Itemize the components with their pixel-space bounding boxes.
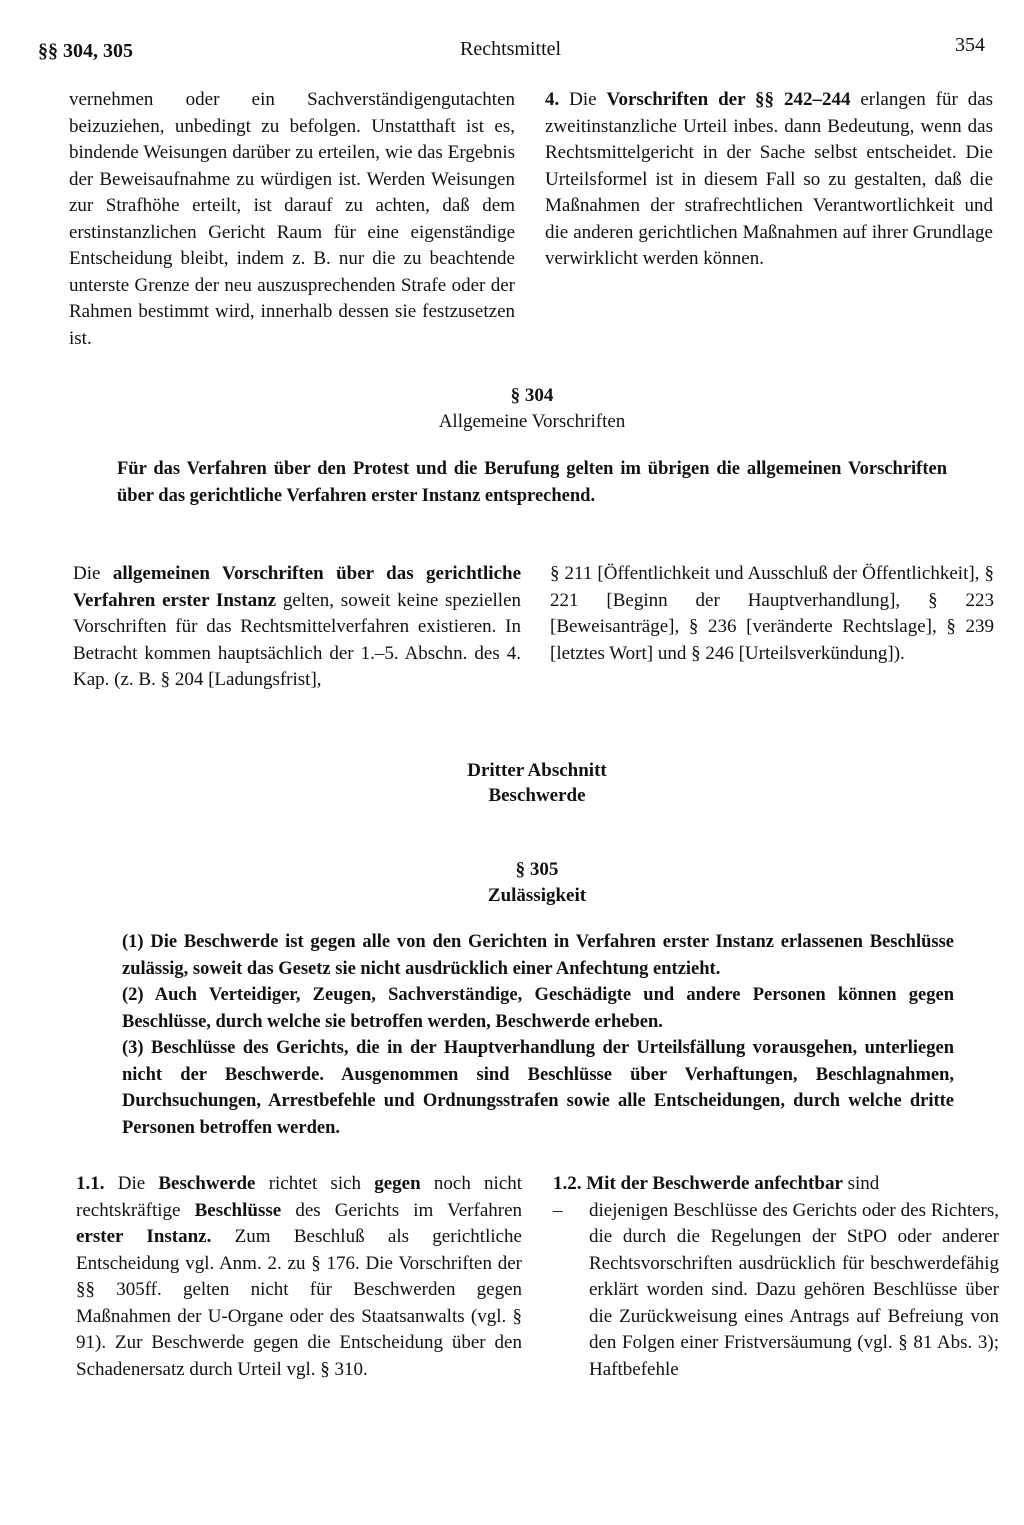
note-1-2-number: 1.2.: [553, 1173, 582, 1194]
note-1-1-bold-gegen: gegen: [374, 1173, 421, 1194]
note-1-2-rest: sind: [847, 1173, 880, 1194]
section-305-para-3: (3) Beschlüsse des Gerichts, die in der Hauptverhandlung der Urteilsfällung vorausgehen, unterliegen nicht der Beschwerde. Ausgenommen sind Beschlüsse über Verhaftungen, Beschlagnahmen, Durchsuchungen, Arrestbefehle und Ordnungsstrafen sowie alle Entscheidungen, durch welche dritte Personen betroffen werden.: [122, 1038, 954, 1138]
section-305-law-text: [122, 929, 954, 1141]
note-1-2-list-item-text: diejenigen Beschlüsse des Gerichts oder des Richters, die durch die Regelungen der StPO oder anderer Rechtsvorschriften ausdrücklich für beschwerdefähig erklärt worden sind. Dazu gehören Beschlüsse über die Zurückweisung eines Antrags auf Befreiung von den Folgen einer Fristversäumung (vgl. § 81 Abs. 3); Haftbefehle: [589, 1199, 999, 1380]
commentary-left-bold: allgemeinen Vorschriften über das gerichtliche Verfahren erster Instanz: [73, 563, 522, 611]
note-4: [545, 87, 993, 273]
running-header-section-ref: §§ 304, 305: [38, 40, 133, 62]
section-305-para-2: (2) Auch Verteidiger, Zeugen, Sachverständige, Geschädigte und andere Personen können gegen Beschlüsse, durch welche sie betroffen werden, Beschwerde erheben.: [122, 985, 954, 1032]
section-304-commentary-left: [73, 561, 521, 694]
note-4-lead: Die: [569, 89, 597, 110]
note-4-bold: Vorschriften der §§ 242–244: [606, 89, 851, 110]
note-1-2-intro: [553, 1171, 999, 1198]
note-1-1-text-c: richtet sich: [268, 1173, 362, 1194]
section-305-para-1: (1) Die Beschwerde ist gegen alle von den Gerichten in Verfahren erster Instanz erlassenen Beschlüsse zulässig, soweit das Gesetz sie nicht ausdrücklich einer Anfechtung entzieht.: [122, 932, 954, 979]
commentary-left-text: gelten, soweit keine speziellen Vorschriften für das Rechtsmittelverfahren existieren. In Betracht kommen hauptsächlich der 1.–5. Abschn. des 4. Kap. (z. B. § 204 [Ladungsfrist],: [73, 589, 522, 690]
list-dash: –: [553, 1199, 563, 1221]
commentary-left-lead: Die: [73, 563, 101, 584]
note-4-text: erlangen für das zweitinstanzliche Urteil inbes. dann Bedeutung, wenn das Rechtsmittelgericht in der Sache selbst entscheidet. Die Urteilsformel ist in diesem Fall so zu gestalten, daß die Maßnahmen der strafrechtlichen Verantwortlichkeit und die anderen gerichtlichen Maßnahmen auf ihrer Grundlage verwirklicht werden können.: [545, 89, 994, 269]
note-1-2-list-item: [553, 1198, 999, 1384]
section-305-number: § 305: [515, 859, 559, 880]
section-305-heading: Zulässigkeit: [487, 885, 587, 906]
note-1-1-bold-erster-instanz: erster Instanz.: [76, 1226, 212, 1247]
section-304-law-text: Für das Verfahren über den Protest und die Berufung gelten im übrigen die allgemeinen Vorschriften über das gerichtliche Verfahren erster Instanz entsprechend.: [117, 459, 947, 506]
section-304-number: § 304: [510, 385, 554, 406]
chapter-heading-line1: Dritter Abschnitt: [467, 760, 607, 781]
section-304-heading: Allgemeine Vorschriften: [438, 411, 626, 432]
chapter-heading-line2: Beschwerde: [488, 785, 586, 806]
note-1-1-text-a: Die: [117, 1173, 146, 1194]
note-1-2-bold: Mit der Beschwerde anfechtbar: [586, 1173, 843, 1194]
note-4-number: 4.: [545, 89, 560, 110]
note-1-1-text-f: Zum Beschluß als gerichtliche Entscheidung vgl. Anm. 2. zu § 176. Die Vorschriften der §§ 305ff. gelten nicht für Beschwerden gegen Maßnahmen der U-Organe oder des Staatsanwalts (vgl. § 91). Zur Beschwerde gegen die Entscheidung über den Schadenersatz durch Urteil vgl. § 310.: [76, 1226, 522, 1380]
note-1-1: [76, 1171, 522, 1383]
note-1-1-bold-beschwerde: Beschwerde: [158, 1173, 256, 1194]
continued-commentary-left: vernehmen oder ein Sachverständigengutachten beizuziehen, unbedingt zu befolgen. Unstatthaft ist es, bindende Weisungen darüber zu erteilen, wie das Ergebnis der Beweisaufnahme zu würdigen ist. Werden Weisungen zur Strafhöhe erteilt, ist darauf zu achten, daß dem erstinstanzlichen Gericht Raum für eine eigenständige Entscheidung bleibt, indem z. B. nur die zu beachtende unterste Grenze der neu auszusprechenden Strafe oder der Rahmen bestimmt wird, innerhalb dessen sie festzusetzen ist.: [69, 89, 515, 349]
note-1-1-number: 1.1.: [76, 1173, 105, 1194]
running-header-title: Rechtsmittel: [460, 38, 562, 60]
note-1-1-bold-beschluesse: Beschlüsse: [194, 1199, 282, 1221]
note-1-1-text-d: noch nicht rechtskräftige: [76, 1173, 523, 1221]
note-1-1-text-e: des Gerichts im Verfahren: [295, 1199, 523, 1221]
section-304-commentary-right: § 211 [Öffentlichkeit und Ausschluß der Öffentlichkeit], § 221 [Beginn der Hauptverhandlung], § 223 [Beweisanträge], § 236 [veränderte Rechtslage], § 239 [letztes Wort] und § 246 [Urteilsverkündung]).: [550, 563, 994, 664]
page-number: 354: [955, 34, 985, 56]
note-1-2: [553, 1171, 999, 1383]
